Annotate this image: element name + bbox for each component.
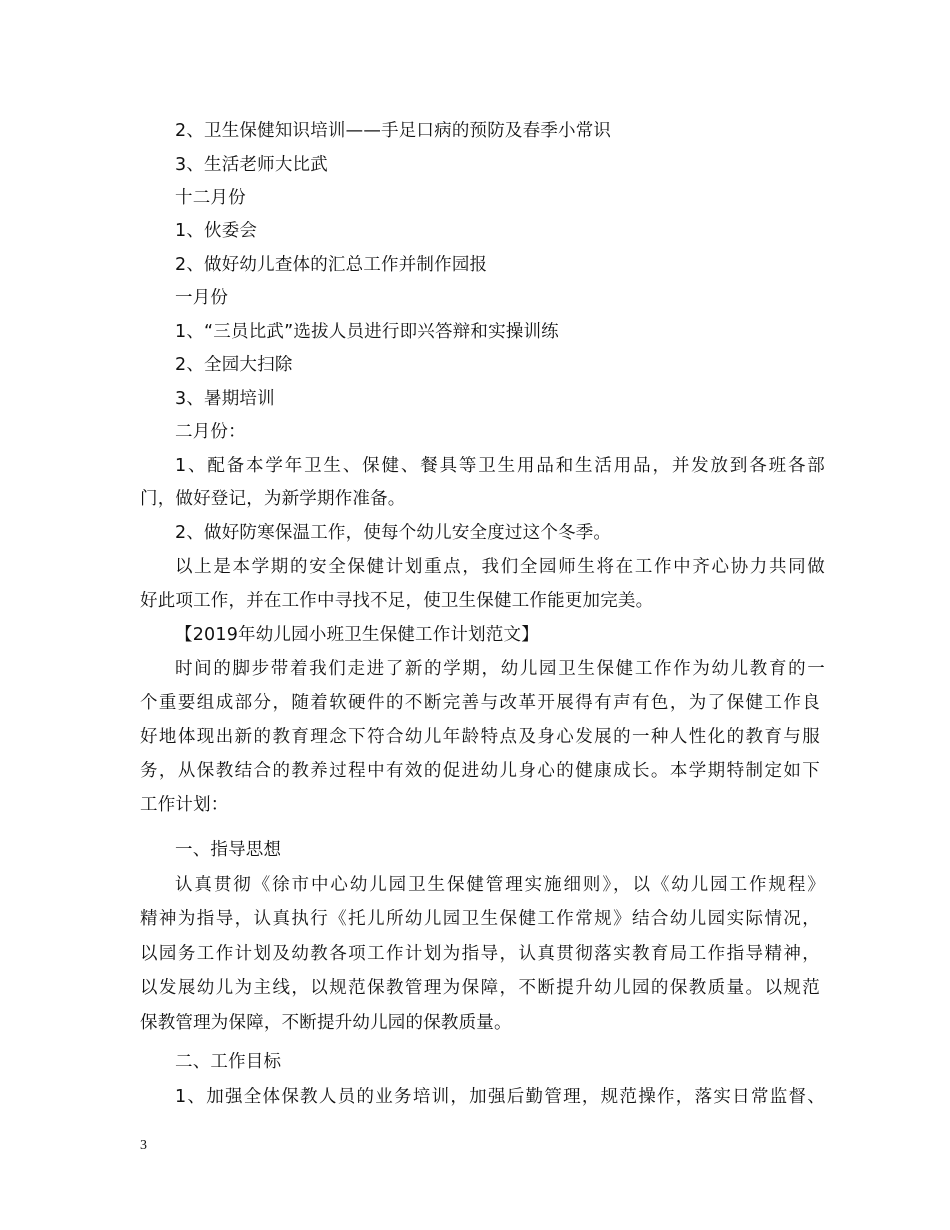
section-heading: 二、工作目标 [175, 1052, 282, 1072]
text-line: 十二月份 [175, 188, 246, 208]
text-line: 以园务工作计划及幼教各项工作计划为指导，认真贯彻落实教育局工作指导精神， [140, 944, 820, 964]
text-line: 务，从保教结合的教养过程中有效的促进幼儿身心的健康成长。本学期特制定如下 [140, 761, 820, 781]
text-line: 2、全园大扫除 [175, 355, 293, 375]
text-line: 2、做好防寒保温工作，使每个幼儿安全度过这个冬季。 [175, 523, 612, 543]
text-line: 认真贯彻《徐市中心幼儿园卫生保健管理实施细则》，以《幼儿园工作规程》 [175, 875, 825, 895]
text-line: 精神为指导，认真执行《托儿所幼儿园卫生保健工作常规》结合幼儿园实际情况， [140, 909, 820, 929]
text-line: 二月份： [175, 422, 246, 442]
text-line: 3、生活老师大比武 [175, 155, 328, 175]
section-heading: 【2019年幼儿园小班卫生保健工作计划范文】 [175, 625, 539, 645]
text-line: 工作计划： [140, 795, 229, 815]
text-line: 以上是本学期的安全保健计划重点，我们全园师生将在工作中齐心协力共同做 [175, 557, 825, 577]
text-line: 1、伙委会 [175, 221, 258, 241]
text-line: 保教管理为保障，不断提升幼儿园的保教质量。 [140, 1013, 512, 1033]
text-line: 3、暑期培训 [175, 389, 275, 409]
text-line: 好此项工作，并在工作中寻找不足，使卫生保健工作能更加完美。 [140, 591, 654, 611]
text-line: 门，做好登记，为新学期作准备。 [140, 489, 406, 509]
text-line: 一月份 [175, 288, 229, 308]
text-line: 2、卫生保健知识培训——手足口病的预防及春季小常识 [175, 121, 612, 141]
page-number: 3 [140, 1138, 147, 1153]
text-line: 2、做好幼儿查体的汇总工作并制作园报 [175, 255, 488, 275]
text-line: 以发展幼儿为主线，以规范保教管理为保障，不断提升幼儿园的保教质量。以规范 [140, 978, 820, 998]
text-line: 1、配备本学年卫生、保健、餐具等卫生用品和生活用品，并发放到各班各部 [175, 456, 825, 476]
text-line: 1、“三员比武”选拔人员进行即兴答辩和实操训练 [175, 322, 559, 342]
section-heading: 一、指导思想 [175, 840, 282, 860]
text-line: 好地体现出新的教育理念下符合幼儿年龄特点及身心发展的一种人性化的教育与服 [140, 727, 820, 747]
text-line: 时间的脚步带着我们走进了新的学期，幼儿园卫生保健工作作为幼儿教育的一 [175, 659, 825, 679]
text-line: 1、加强全体保教人员的业务培训，加强后勤管理，规范操作，落实日常监督、 [175, 1087, 825, 1107]
text-line: 个重要组成部分，随着软硬件的不断完善与改革开展得有声有色，为了保健工作良 [140, 693, 820, 713]
